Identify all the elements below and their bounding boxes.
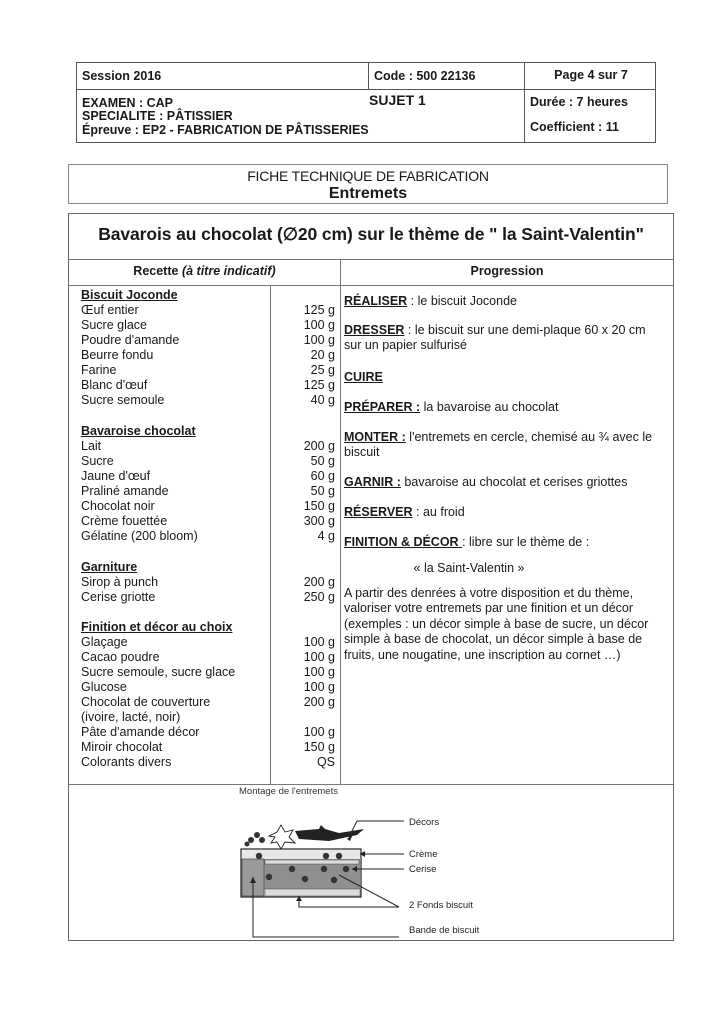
ingredient-label: Colorants divers: [81, 755, 172, 769]
ingredient-label: Sucre glace: [81, 318, 148, 332]
ingredient-label: Gélatine (200 bloom): [81, 529, 198, 543]
ingredient-label: Œuf entier: [81, 303, 139, 317]
ingredient-qty: 50 g: [310, 484, 335, 498]
step-garnir: [344, 475, 662, 490]
header-row-divider: [77, 89, 655, 90]
ingredient-label: (ivoire, lacté, noir): [81, 710, 181, 724]
ingredient-label: Cacao poudre: [81, 650, 160, 664]
label-cerise: Cerise: [409, 864, 437, 875]
ingredient-qty: 150 g: [303, 740, 335, 754]
fiche-heading: FICHE TECHNIQUE DE FABRICATION: [247, 168, 489, 184]
row-divider: [69, 285, 673, 286]
step-keyword: DRESSER: [344, 323, 405, 337]
label-decors: Décors: [409, 817, 440, 828]
fiche-technique-box: [68, 164, 668, 204]
ingredient-label: Jaune d'œuf: [81, 469, 151, 483]
ingredient-label: Poudre d'amande: [81, 333, 180, 347]
ingredient-qty: 100 g: [303, 318, 335, 332]
header-col-divider: [368, 63, 369, 89]
label-creme: Crème: [409, 849, 438, 860]
recette-header-note: (à titre indicatif): [181, 264, 276, 278]
page-number: Page 4 sur 7: [554, 68, 628, 82]
ingredient-qty: 20 g: [310, 348, 335, 362]
ingredient-label: Chocolat noir: [81, 499, 155, 513]
step-keyword: RÉALISER: [344, 294, 408, 308]
ingredient-qty: 100 g: [303, 650, 335, 664]
step-monter: [344, 430, 662, 461]
specialite-label: SPECIALITE : PÂTISSIER: [82, 109, 233, 123]
ingredient-label: Crème fouettée: [81, 514, 168, 528]
instructions-text: A partir des denrées à votre disposition et du thème, valoriser votre entremets par une finition et un décor (exemples : un décor simple à base de sucre, un décor simple à base de chocolat, un décor simple à base de fruits, une nougatine, une inscription au cornet …): [344, 586, 649, 662]
ingredient-label: Beurre fondu: [81, 348, 154, 362]
fiche-category: Entremets: [328, 185, 408, 202]
recette-column-header: [69, 264, 340, 278]
progression-column-header: Progression: [470, 264, 544, 278]
code-label: Code : 500 22136: [374, 69, 476, 83]
step-keyword: FINITION & DÉCOR: [344, 535, 463, 549]
ingredient-qty: 60 g: [310, 469, 335, 483]
recipe-title: Bavarois au chocolat (∅20 cm) sur le thème de " la Saint-Valentin": [98, 224, 644, 244]
ingredient-qty: 100 g: [303, 665, 335, 679]
ingredient-label: Chocolat de couverture: [81, 695, 211, 709]
ingredient-label: Praliné amande: [81, 484, 169, 498]
step-keyword: PRÉPARER :: [344, 400, 421, 414]
ingredient-label: Lait: [81, 439, 102, 453]
diagram-title: Montage de l'entremets: [239, 786, 338, 797]
ingredient-qty: 4 g: [317, 529, 335, 543]
ingredient-label: Pâte d'amande décor: [81, 725, 200, 739]
step-keyword: GARNIR :: [344, 475, 401, 489]
qty-col-divider: [270, 285, 271, 784]
session-label: Session 2016: [82, 69, 162, 83]
entremets-assembly-diagram: [229, 799, 529, 944]
ingredient-label: Glucose: [81, 680, 127, 694]
ingredient-label: Miroir chocolat: [81, 740, 163, 754]
ingredient-qty: 250 g: [303, 590, 335, 604]
ingredient-qty: 200 g: [303, 575, 335, 589]
duree-label: Durée : 7 heures: [530, 95, 628, 109]
section-heading: Bavaroise chocolat: [81, 424, 196, 438]
ingredient-label: Blanc d'œuf: [81, 378, 148, 392]
step-text: bavaroise au chocolat et cerises griottes: [400, 475, 628, 489]
sujet-label: SUJET 1: [369, 92, 426, 108]
epreuve-label: Épreuve : EP2 - FABRICATION DE PÂTISSERIES: [82, 123, 369, 137]
step-keyword: RÉSERVER: [344, 505, 413, 519]
step-realiser: [344, 294, 662, 309]
step-keyword: CUIRE: [344, 370, 383, 384]
ingredient-qty: QS: [316, 755, 335, 769]
step-reserver: [344, 505, 662, 520]
section-heading: Garniture: [81, 560, 138, 574]
step-dresser: [344, 323, 662, 354]
ingredient-qty: 150 g: [303, 499, 335, 513]
ingredient-qty: 100 g: [303, 635, 335, 649]
step-text: la bavaroise au chocolat: [420, 400, 559, 414]
coefficient-label: Coefficient : 11: [530, 120, 619, 134]
ingredient-label: Sirop à punch: [81, 575, 159, 589]
recette-header-label: Recette: [133, 264, 182, 278]
ingredient-qty: 125 g: [303, 303, 335, 317]
section-heading: Finition et décor au choix: [81, 620, 233, 634]
recipe-table: [68, 213, 674, 941]
ingredient-label: Cerise griotte: [81, 590, 156, 604]
step-finition: [344, 535, 662, 550]
step-text: : le biscuit Joconde: [407, 294, 517, 308]
ingredient-qty: 200 g: [303, 439, 335, 453]
ingredient-label: Sucre: [81, 454, 114, 468]
ingredient-label: Farine: [81, 363, 117, 377]
section-heading: Biscuit Joconde: [81, 288, 178, 302]
ingredient-label: Glaçage: [81, 635, 128, 649]
ingredient-label: Sucre semoule, sucre glace: [81, 665, 236, 679]
label-bande-biscuit: Bande de biscuit: [409, 925, 480, 936]
theme-text: « la Saint-Valentin »: [413, 561, 525, 575]
step-cuire: [344, 370, 662, 385]
ingredient-qty: 200 g: [303, 695, 335, 709]
ingredient-qty: 100 g: [303, 680, 335, 694]
ingredient-qty: 125 g: [303, 378, 335, 392]
ingredient-qty: 25 g: [310, 363, 335, 377]
biscuit-disc-bottom: [265, 889, 360, 896]
step-keyword: MONTER :: [344, 430, 406, 444]
row-divider: [69, 259, 673, 260]
examen-label: EXAMEN : CAP: [82, 96, 173, 110]
ingredient-qty: 100 g: [303, 333, 335, 347]
row-divider: [69, 784, 673, 785]
step-text: : au froid: [412, 505, 465, 519]
step-text: l'entremets en cercle, chemisé au ¾ avec le biscuit: [344, 430, 653, 460]
step-text: : libre sur le thème de :: [462, 535, 590, 549]
step-preparer: [344, 400, 662, 415]
biscuit-disc-top: [265, 860, 359, 864]
label-fonds-biscuit: 2 Fonds biscuit: [409, 900, 473, 911]
ingredient-qty: 40 g: [310, 393, 335, 407]
ingredient-label: Sucre semoule: [81, 393, 165, 407]
ingredient-qty: 50 g: [310, 454, 335, 468]
star-decor: [269, 825, 295, 849]
step-text: : le biscuit sur une demi-plaque 60 x 20 cm sur un papier sulfurisé: [344, 323, 646, 353]
ingredient-qty: 100 g: [303, 725, 335, 739]
col-divider: [340, 259, 341, 784]
exam-header-table: [76, 62, 656, 143]
ingredient-qty: 300 g: [303, 514, 335, 528]
